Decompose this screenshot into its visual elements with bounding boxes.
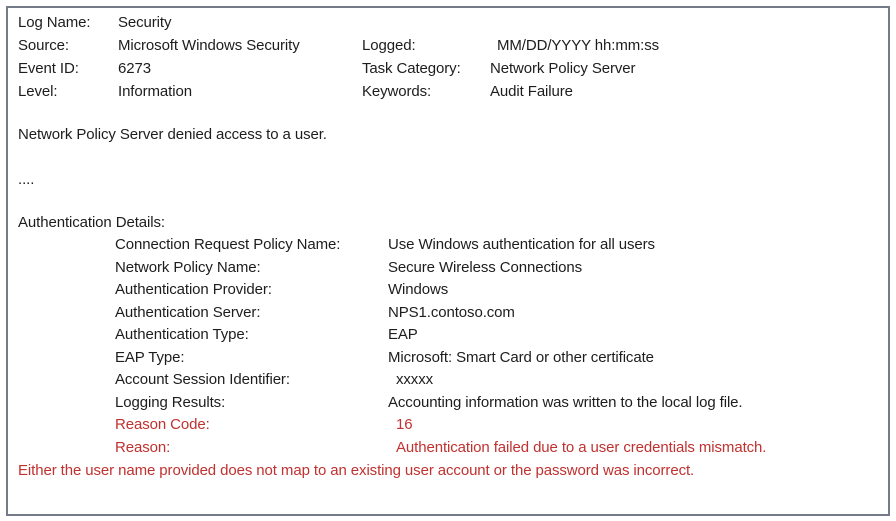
detail-row-authentication-provider: [115, 279, 880, 302]
detail-label: EAP Type:: [115, 348, 185, 366]
header-spacer: [362, 11, 490, 34]
detail-label: Reason Code:: [115, 416, 210, 433]
task-category-label: Task Category:: [362, 60, 461, 77]
detail-label: Authentication Type:: [115, 326, 249, 343]
detail-value: Microsoft: Smart Card or other certificate: [388, 348, 654, 366]
keywords-value: Audit Failure: [490, 83, 573, 100]
detail-label: Network Policy Name:: [115, 258, 261, 276]
detail-value: EAP: [388, 326, 418, 343]
detail-value: 16: [396, 416, 413, 433]
event-id-value: 6273: [118, 60, 151, 77]
header-spacer: [490, 11, 880, 34]
detail-label: Authentication Provider:: [115, 281, 272, 298]
keywords-label: Keywords:: [362, 83, 432, 100]
panel-content: [18, 11, 880, 482]
detail-row-eap-type: [115, 347, 880, 370]
detail-value: Secure Wireless Connections: [388, 258, 583, 276]
log-name-label: Log Name:: [18, 14, 91, 31]
event-header: [18, 11, 880, 103]
detail-value: Authentication failed due to a user credentials mismatch.: [396, 438, 767, 456]
auth-details-list: [115, 234, 880, 459]
logged-value: MM/DD/YYYY hh:mm:ss: [497, 37, 660, 54]
detail-label: Connection Request Policy Name:: [115, 236, 341, 253]
detail-label: Reason:: [115, 438, 171, 456]
log-name-value: Security: [118, 14, 172, 31]
event-id-label: Event ID:: [18, 60, 79, 77]
detail-value: Windows: [388, 281, 449, 298]
detail-label: Account Session Identifier:: [115, 371, 290, 388]
detail-row-logging-results: [115, 392, 880, 415]
ellipsis-text: ....: [18, 171, 35, 188]
task-category-value: Network Policy Server: [490, 60, 636, 77]
detail-row-authentication-type: [115, 324, 880, 347]
detail-label: Logging Results:: [115, 393, 226, 411]
detail-label: Authentication Server:: [115, 303, 261, 321]
detail-row-reason-code: [115, 414, 880, 437]
level-label: Level:: [18, 83, 58, 100]
auth-details-heading: Authentication Details:: [18, 214, 165, 231]
event-description: Network Policy Server denied access to a user.: [18, 126, 327, 143]
detail-value: Use Windows authentication for all users: [388, 236, 655, 253]
detail-row-account-session-identifier: [115, 369, 880, 392]
detail-row-reason: [115, 437, 880, 460]
detail-row-connection-request-policy: [115, 234, 880, 257]
panel-border: [6, 6, 890, 516]
source-value: Microsoft Windows Security: [118, 37, 300, 54]
detail-row-network-policy-name: [115, 257, 880, 280]
error-explanation-text: Either the user name provided does not map to an existing user account or the password was incorrect.: [18, 462, 695, 479]
detail-value: Accounting information was written to the local log file.: [388, 393, 743, 411]
source-label: Source:: [18, 37, 69, 54]
detail-value: xxxxx: [396, 371, 434, 388]
detail-value: NPS1.contoso.com: [388, 303, 515, 321]
level-value: Information: [118, 83, 192, 100]
detail-row-authentication-server: [115, 302, 880, 325]
logged-label: Logged:: [362, 37, 416, 54]
